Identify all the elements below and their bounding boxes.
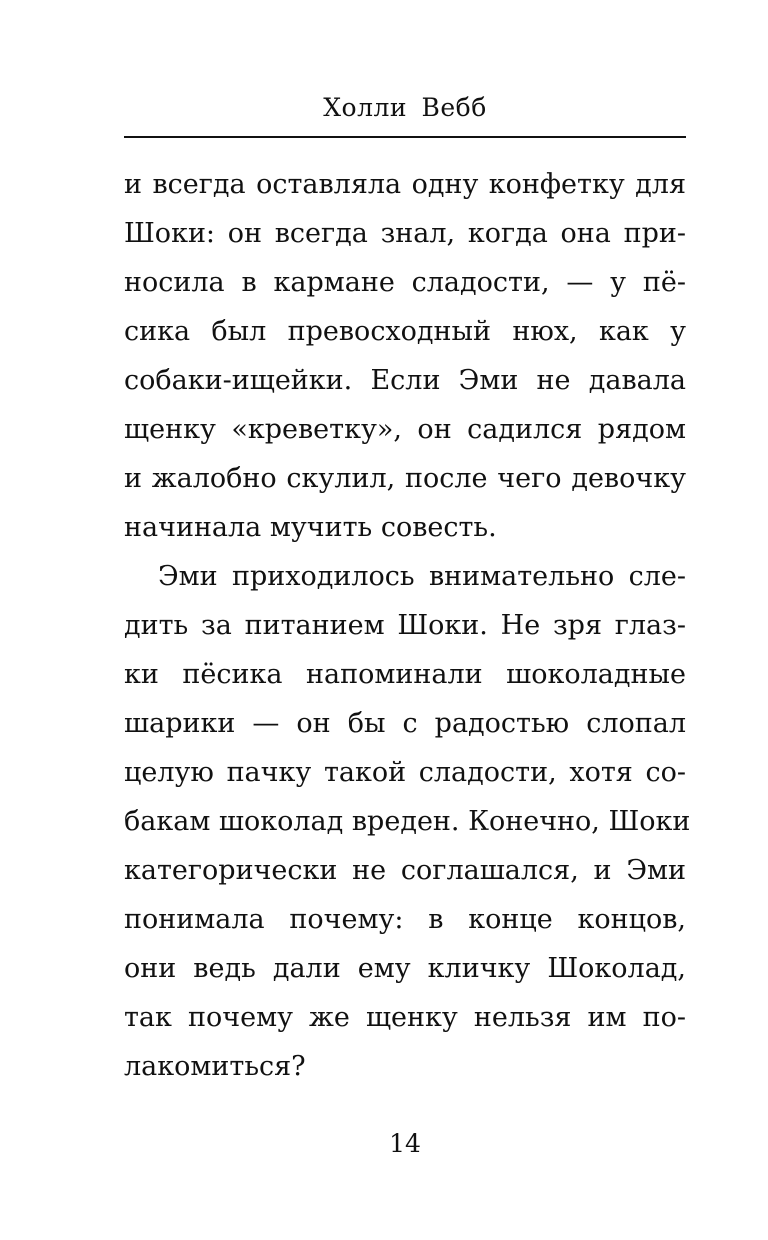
text-line: ки пёсика напоминали шоколадные bbox=[124, 659, 686, 690]
text-line: носила в кармане сладости, — у пё- bbox=[124, 267, 686, 298]
page-number: 14 bbox=[389, 1129, 421, 1158]
text-line: сика был превосходный нюх, как у bbox=[124, 316, 686, 347]
text-line: дить за питанием Шоки. Не зря глаз- bbox=[124, 610, 686, 641]
paragraph-1 bbox=[124, 160, 686, 552]
text-line: и всегда оставляла одну конфетку для bbox=[124, 169, 686, 200]
text-line: целую пачку такой сладости, хотя со- bbox=[124, 757, 686, 788]
running-header-author: Холли Вебб bbox=[323, 93, 487, 122]
text-line: Шоки: он всегда знал, когда она при- bbox=[124, 218, 686, 249]
text-line: собаки-ищейки. Если Эми не давала bbox=[124, 365, 686, 396]
paragraph-2 bbox=[124, 552, 691, 1091]
text-line: начинала мучить совесть. bbox=[124, 512, 497, 543]
text-line: бакам шоколад вреден. Конечно, Шоки bbox=[124, 806, 691, 837]
text-line: щенку «креветку», он садился рядом bbox=[124, 414, 686, 445]
text-line: они ведь дали ему кличку Шоколад, bbox=[124, 953, 686, 984]
text-line: лакомиться? bbox=[124, 1051, 306, 1082]
text-line: и жалобно скулил, после чего девочку bbox=[124, 463, 686, 494]
text-line: шарики — он бы с радостью слопал bbox=[124, 708, 686, 739]
text-line: Эми приходилось внимательно сле- bbox=[158, 561, 686, 592]
header-rule bbox=[124, 136, 686, 138]
text-line: категорически не соглашался, и Эми bbox=[124, 855, 686, 886]
text-line: так почему же щенку нельзя им по- bbox=[124, 1002, 686, 1033]
body-text bbox=[124, 160, 691, 1091]
text-line: понимала почему: в конце концов, bbox=[124, 904, 686, 935]
